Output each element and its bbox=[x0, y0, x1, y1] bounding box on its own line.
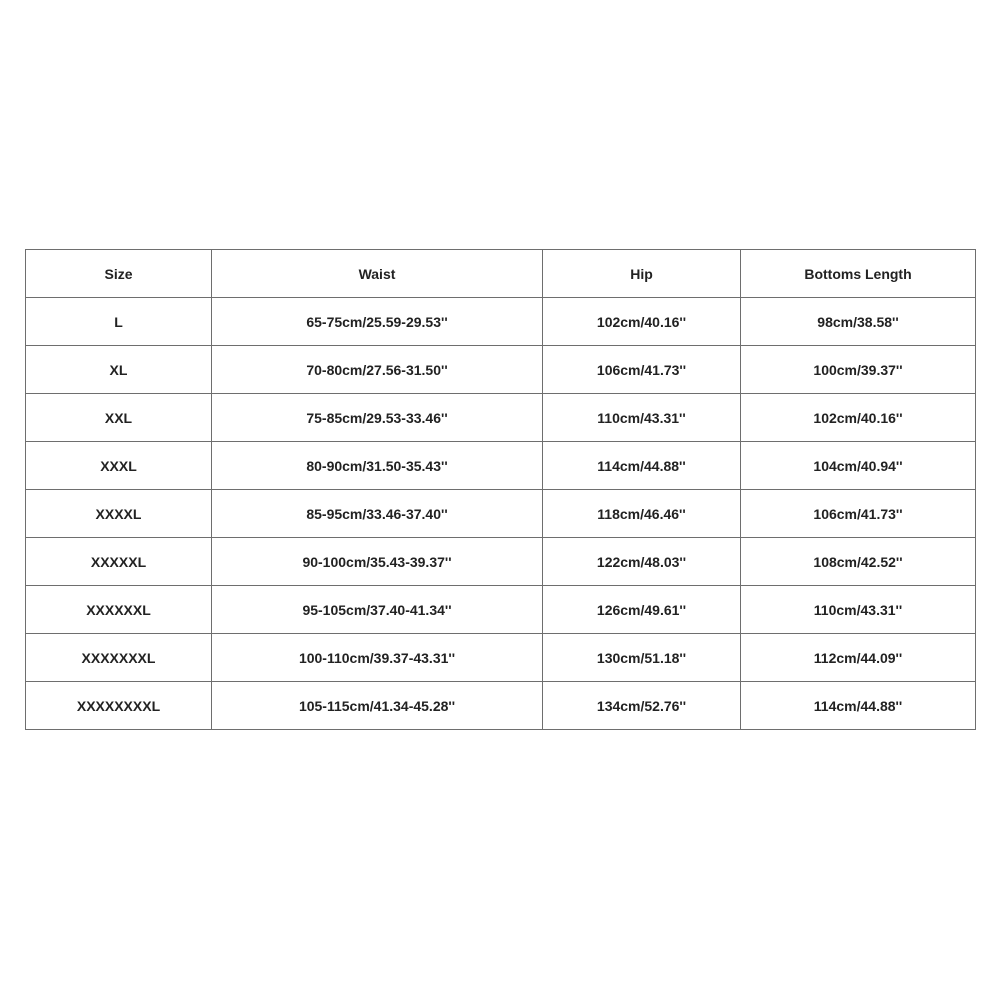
size-cell: XXXL bbox=[26, 442, 212, 490]
table-row bbox=[26, 538, 976, 586]
hip-cell: 130cm/51.18'' bbox=[543, 634, 741, 682]
bottoms-length-cell: 110cm/43.31'' bbox=[741, 586, 976, 634]
waist-cell: 65-75cm/25.59-29.53'' bbox=[212, 298, 543, 346]
size-cell: XXXXL bbox=[26, 490, 212, 538]
bottoms-length-cell: 102cm/40.16'' bbox=[741, 394, 976, 442]
table-row bbox=[26, 634, 976, 682]
bottoms-length-cell: 104cm/40.94'' bbox=[741, 442, 976, 490]
table-header bbox=[26, 250, 976, 298]
header-size: Size bbox=[26, 250, 212, 298]
bottoms-length-cell: 112cm/44.09'' bbox=[741, 634, 976, 682]
header-row bbox=[26, 250, 976, 298]
bottoms-length-cell: 108cm/42.52'' bbox=[741, 538, 976, 586]
waist-cell: 105-115cm/41.34-45.28'' bbox=[212, 682, 543, 730]
size-chart-table bbox=[25, 249, 976, 730]
table-row bbox=[26, 442, 976, 490]
hip-cell: 122cm/48.03'' bbox=[543, 538, 741, 586]
waist-cell: 85-95cm/33.46-37.40'' bbox=[212, 490, 543, 538]
size-cell: XXXXXXXXL bbox=[26, 682, 212, 730]
size-cell: XXXXXL bbox=[26, 538, 212, 586]
waist-cell: 70-80cm/27.56-31.50'' bbox=[212, 346, 543, 394]
table-row bbox=[26, 346, 976, 394]
table-body bbox=[26, 298, 976, 730]
hip-cell: 110cm/43.31'' bbox=[543, 394, 741, 442]
size-cell: XXXXXXXL bbox=[26, 634, 212, 682]
waist-cell: 80-90cm/31.50-35.43'' bbox=[212, 442, 543, 490]
hip-cell: 106cm/41.73'' bbox=[543, 346, 741, 394]
table-row bbox=[26, 394, 976, 442]
hip-cell: 134cm/52.76'' bbox=[543, 682, 741, 730]
header-hip: Hip bbox=[543, 250, 741, 298]
size-cell: L bbox=[26, 298, 212, 346]
bottoms-length-cell: 100cm/39.37'' bbox=[741, 346, 976, 394]
waist-cell: 100-110cm/39.37-43.31'' bbox=[212, 634, 543, 682]
table-row bbox=[26, 490, 976, 538]
size-cell: XL bbox=[26, 346, 212, 394]
header-waist: Waist bbox=[212, 250, 543, 298]
size-cell: XXXXXXL bbox=[26, 586, 212, 634]
bottoms-length-cell: 106cm/41.73'' bbox=[741, 490, 976, 538]
table-row bbox=[26, 682, 976, 730]
bottoms-length-cell: 114cm/44.88'' bbox=[741, 682, 976, 730]
waist-cell: 90-100cm/35.43-39.37'' bbox=[212, 538, 543, 586]
table-row bbox=[26, 298, 976, 346]
bottoms-length-cell: 98cm/38.58'' bbox=[741, 298, 976, 346]
size-cell: XXL bbox=[26, 394, 212, 442]
header-bottoms-length: Bottoms Length bbox=[741, 250, 976, 298]
waist-cell: 95-105cm/37.40-41.34'' bbox=[212, 586, 543, 634]
hip-cell: 126cm/49.61'' bbox=[543, 586, 741, 634]
hip-cell: 114cm/44.88'' bbox=[543, 442, 741, 490]
waist-cell: 75-85cm/29.53-33.46'' bbox=[212, 394, 543, 442]
hip-cell: 102cm/40.16'' bbox=[543, 298, 741, 346]
table-row bbox=[26, 586, 976, 634]
hip-cell: 118cm/46.46'' bbox=[543, 490, 741, 538]
